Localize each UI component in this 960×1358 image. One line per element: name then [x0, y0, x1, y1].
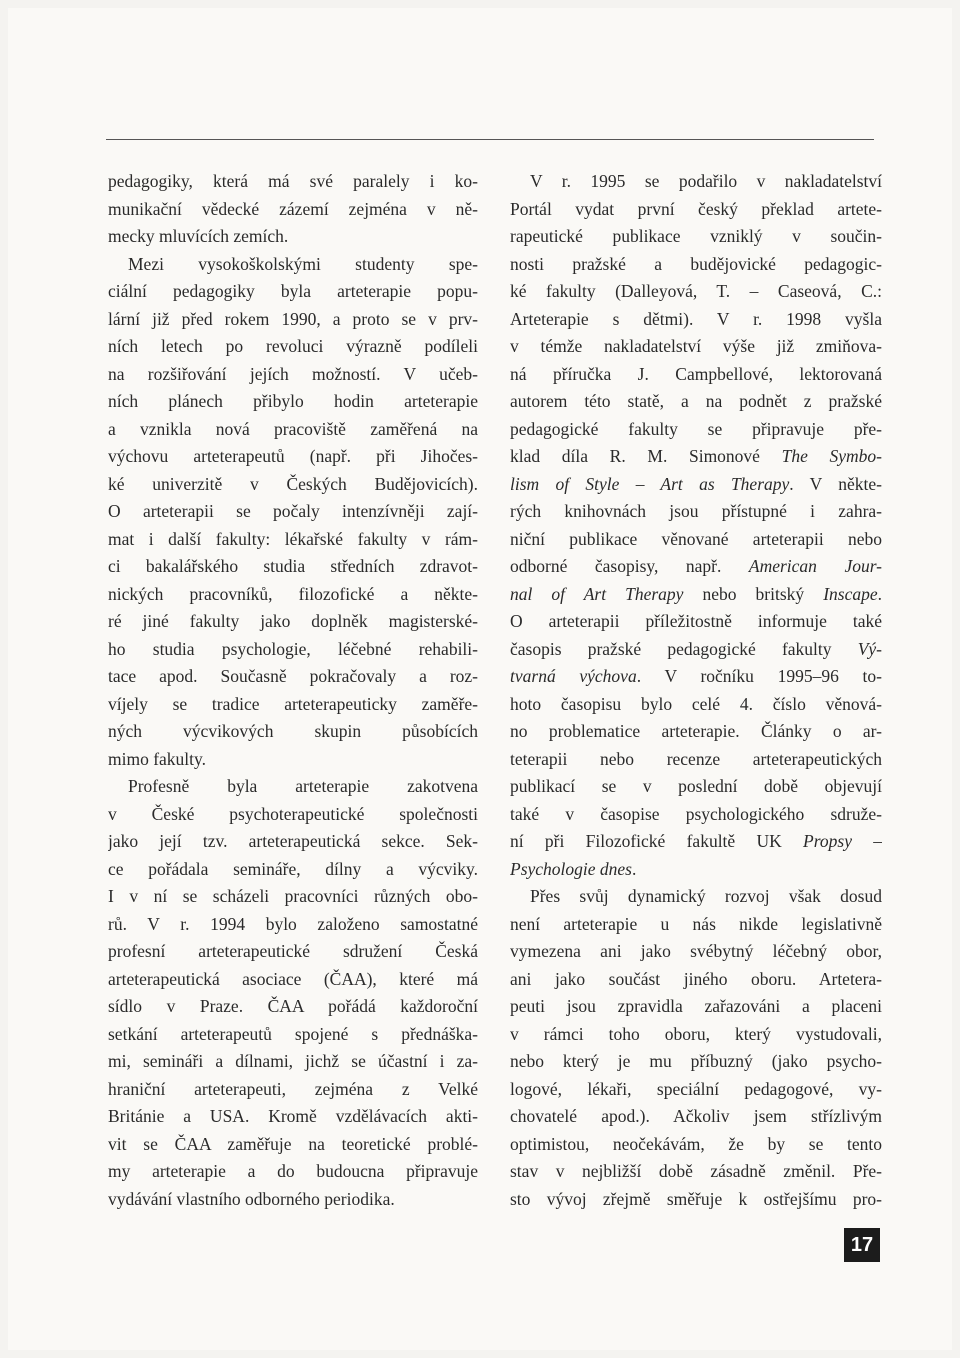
text-run: vymezena ani jako svébytný léčebný obor,: [510, 941, 882, 961]
text-line: [510, 828, 882, 856]
text-run: klad díla R. M. Simonové: [510, 446, 782, 466]
text-run: Profesně byla arteterapie zakotvena: [128, 776, 478, 796]
text-line: [108, 1131, 478, 1159]
text-line: [108, 333, 478, 361]
text-run: ní při Filozofické fakultě UK: [510, 831, 804, 851]
text-line: [510, 581, 882, 609]
text-run: ké fakulty (Dalleyová, T. – Caseová, C.:: [510, 281, 882, 301]
text-run: rapeutické publikace vzniklý v součin-: [510, 226, 882, 246]
text-line: [108, 223, 478, 251]
text-run: pedagogiky, která má své paralely i ko-: [108, 171, 478, 191]
text-line: [108, 526, 478, 554]
text-run: nebo který je mu příbuzný (jako psycho-: [510, 1051, 882, 1071]
text-line: [108, 938, 478, 966]
text-run: jako její tzv. arteterapeutická sekce. Sek-: [108, 831, 478, 851]
text-run: nosti pražské a budějovické pedagogic-: [510, 253, 882, 274]
right-column: [510, 168, 882, 1213]
italic-text: lism of Style – Art as Therapy: [510, 473, 790, 494]
text-line: [108, 1021, 478, 1049]
text-line: [108, 1048, 478, 1076]
text-run: mat i další fakulty: lékařské fakulty v rám-: [108, 528, 478, 549]
text-line: [108, 856, 478, 884]
text-run: stav v nejbližší době zásadně změnil. Pře-: [510, 1161, 882, 1181]
text-line: [510, 1103, 882, 1131]
text-run: rých knihovnách jsou přístupné i zahra-: [510, 501, 882, 521]
text-line: [510, 333, 882, 361]
text-run: profesní arteterapeutické sdružení Česká: [108, 941, 478, 961]
text-line: [108, 388, 478, 416]
text-line: [108, 1076, 478, 1104]
text-run: . V ročníku 1995–96 to-: [636, 666, 882, 686]
text-run: teterapii nebo recenze arteterapeutických: [510, 748, 882, 769]
text-line: [510, 251, 882, 279]
text-line: [108, 471, 478, 499]
text-run: Mezi vysokoškolskými studenty spe-: [128, 253, 478, 274]
text-line: [108, 883, 478, 911]
text-run: mimo fakulty.: [108, 748, 207, 769]
text-line: [510, 278, 882, 306]
text-run: mecky mluvících zemích.: [108, 226, 289, 246]
text-line: [510, 223, 882, 251]
text-line: [108, 663, 478, 691]
text-run: Británie a USA. Kromě vzdělávacích akti-: [108, 1106, 478, 1126]
text-line: [510, 801, 882, 829]
text-line: [108, 1103, 478, 1131]
page-number: 17: [844, 1228, 880, 1262]
text-run: munikační vědecké zázemí zejména v ně-: [108, 198, 478, 219]
text-line: [510, 608, 882, 636]
text-line: [510, 306, 882, 334]
text-run: setkání arteterapeutů spojené s přednáška-: [108, 1023, 478, 1044]
text-run: chovatelé apod.). Ačkoliv jsem střízlivým: [510, 1106, 882, 1126]
text-line: [510, 498, 882, 526]
text-line: [510, 883, 882, 911]
text-run: .: [631, 858, 637, 879]
text-line: [108, 746, 478, 774]
text-line: [108, 801, 478, 829]
text-line: [108, 718, 478, 746]
text-line: [510, 636, 882, 664]
text-line: [510, 1186, 882, 1214]
text-line: [510, 361, 882, 389]
italic-text: tvarná výchova: [510, 666, 637, 686]
text-line: [510, 938, 882, 966]
text-run: autorem této statě, a na podnět z pražské: [510, 391, 882, 411]
text-run: sídlo v Praze. ČAA pořádá každoroční: [108, 996, 478, 1016]
text-run: hoto časopisu bylo celé 4. číslo věnová-: [510, 693, 882, 714]
text-line: [510, 718, 882, 746]
text-line: [108, 636, 478, 664]
text-run: v témže nakladatelství výše již zmiňova-: [510, 336, 882, 356]
text-line: [510, 526, 882, 554]
text-line: [108, 773, 478, 801]
text-run: hraniční arteterapeuti, zejména z Velké: [108, 1078, 478, 1099]
text-run: logové, lékaři, speciální pedagogové, vy-: [510, 1078, 882, 1099]
text-run: Přes svůj dynamický rozvoj však dosud: [530, 886, 882, 906]
text-line: [108, 1158, 478, 1186]
text-line: [510, 168, 882, 196]
text-run: ce pořádala semináře, dílny a výcviky.: [108, 858, 478, 879]
text-line: [510, 471, 882, 499]
text-line: [108, 1186, 478, 1214]
text-run: peuti jsou zpravidla zařazováni a placeni: [510, 996, 882, 1016]
text-line: [108, 361, 478, 389]
page: [8, 8, 952, 1350]
text-run: ci bakalářského studia středních zdravot-: [108, 556, 478, 576]
italic-text: Propsy –: [803, 831, 882, 851]
text-line: [108, 553, 478, 581]
text-run: ních letech po revoluci výrazně podíleli: [108, 336, 478, 356]
text-run: ciální pedagogiky byla arteterapie popu-: [108, 281, 478, 301]
text-run: no problematice arteterapie. Články o ar-: [510, 721, 882, 741]
text-line: [510, 196, 882, 224]
text-line: [108, 416, 478, 444]
text-line: [510, 911, 882, 939]
text-run: .: [877, 583, 882, 604]
text-run: nických pracovníků, filozofické a někte-: [108, 583, 478, 604]
text-line: [510, 416, 882, 444]
text-run: sto vývoj zřejmě směřuje k ostřejšímu pro-: [510, 1188, 882, 1209]
italic-text: nal of Art Therapy: [510, 583, 684, 604]
text-run: výchovu arteterapeutů (např. při Jihočes-: [108, 446, 478, 466]
text-run: optimistou, neočekávám, že by se tento: [510, 1133, 882, 1154]
text-line: [108, 581, 478, 609]
header-rule: [106, 139, 874, 140]
text-run: nebo britský: [683, 583, 824, 604]
text-line: [510, 443, 882, 471]
italic-text: Vý-: [857, 638, 882, 659]
italic-text: The Symbo-: [781, 446, 882, 466]
text-run: ani jako součást jiného oboru. Artetera-: [510, 968, 882, 989]
text-line: [108, 196, 478, 224]
text-run: vydávání vlastního odborného periodika.: [108, 1188, 395, 1209]
text-line: [108, 498, 478, 526]
text-run: O arteterapii se počaly intenzívněji zají-: [108, 501, 478, 521]
text-run: ré jiné fakulty jako doplněk magisterské-: [108, 611, 478, 631]
text-line: [108, 306, 478, 334]
text-line: [510, 553, 882, 581]
text-run: ních plánech přibylo hodin arteterapie: [108, 391, 478, 411]
text-line: [108, 278, 478, 306]
left-column: [108, 168, 478, 1213]
text-run: arteterapeutická asociace (ČAA), které má: [108, 968, 478, 989]
text-run: není arteterapie u nás nikde legislativně: [510, 913, 882, 934]
text-run: Portál vydat první český překlad artete-: [510, 198, 882, 219]
text-line: [108, 828, 478, 856]
text-run: I v ní se scházeli pracovníci různých obo-: [108, 886, 478, 906]
text-line: [510, 1131, 882, 1159]
italic-text: Inscape: [823, 583, 878, 604]
text-line: [108, 911, 478, 939]
text-line: [108, 966, 478, 994]
text-run: časopis pražské pedagogické fakulty: [510, 638, 858, 659]
italic-text: Psychologie dnes: [510, 858, 632, 879]
text-run: víjely se tradice arteterapeuticky zaměře-: [108, 693, 478, 714]
text-run: niční publikace věnované arteterapii nebo: [510, 528, 882, 549]
text-line: [510, 966, 882, 994]
text-run: odborné časopisy, např.: [510, 556, 749, 576]
text-line: [510, 1076, 882, 1104]
text-run: v České psychoterapeutické společnosti: [108, 803, 478, 824]
text-run: pedagogické fakulty se připravuje pře-: [510, 418, 882, 439]
text-run: rů. V r. 1994 bylo založeno samostatné: [108, 913, 478, 934]
text-run: . V někte-: [789, 473, 882, 494]
text-run: mi, semináři a dílnami, jichž se účastní i za-: [108, 1051, 478, 1071]
text-line: [108, 443, 478, 471]
text-line: [108, 168, 478, 196]
text-line: [108, 251, 478, 279]
text-run: vit se ČAA zaměřuje na teoretické problé-: [108, 1133, 478, 1154]
text-run: V r. 1995 se podařilo v nakladatelství: [530, 171, 882, 191]
text-line: [510, 388, 882, 416]
text-run: také v časopise psychologického sdruže-: [510, 803, 882, 824]
text-line: [510, 773, 882, 801]
text-run: O arteterapii příležitostně informuje také: [510, 611, 882, 631]
text-line: [510, 993, 882, 1021]
text-run: Arteterapie s dětmi). V r. 1998 vyšla: [510, 308, 882, 329]
text-run: tace apod. Současně pokračovaly a roz-: [108, 666, 478, 686]
text-run: lární již před rokem 1990, a proto se v prv-: [108, 308, 478, 329]
text-line: [510, 1158, 882, 1186]
text-run: ných výcvikových skupin působících: [108, 721, 478, 741]
text-run: my arteterapie a do budoucna připravuje: [108, 1161, 478, 1181]
italic-text: American Jour-: [748, 556, 882, 576]
text-line: [510, 1048, 882, 1076]
text-line: [510, 1021, 882, 1049]
text-line: [510, 746, 882, 774]
text-run: a vznikla nová pracoviště zaměřená na: [108, 418, 478, 439]
text-line: [510, 691, 882, 719]
text-line: [108, 993, 478, 1021]
text-line: [108, 691, 478, 719]
text-run: publikací se v poslední době objevují: [510, 776, 882, 796]
text-line: [108, 608, 478, 636]
text-run: na rozšiřování jejích možností. V učeb-: [108, 363, 478, 384]
text-run: ho studia psychologie, léčebné rehabili-: [108, 638, 478, 659]
text-run: ná příručka J. Campbellové, lektorovaná: [510, 363, 882, 384]
text-line: [510, 663, 882, 691]
text-run: v rámci toho oboru, který vystudovali,: [510, 1023, 882, 1044]
text-run: ké univerzitě v Českých Budějovicích).: [108, 473, 478, 494]
text-line: [510, 856, 882, 884]
